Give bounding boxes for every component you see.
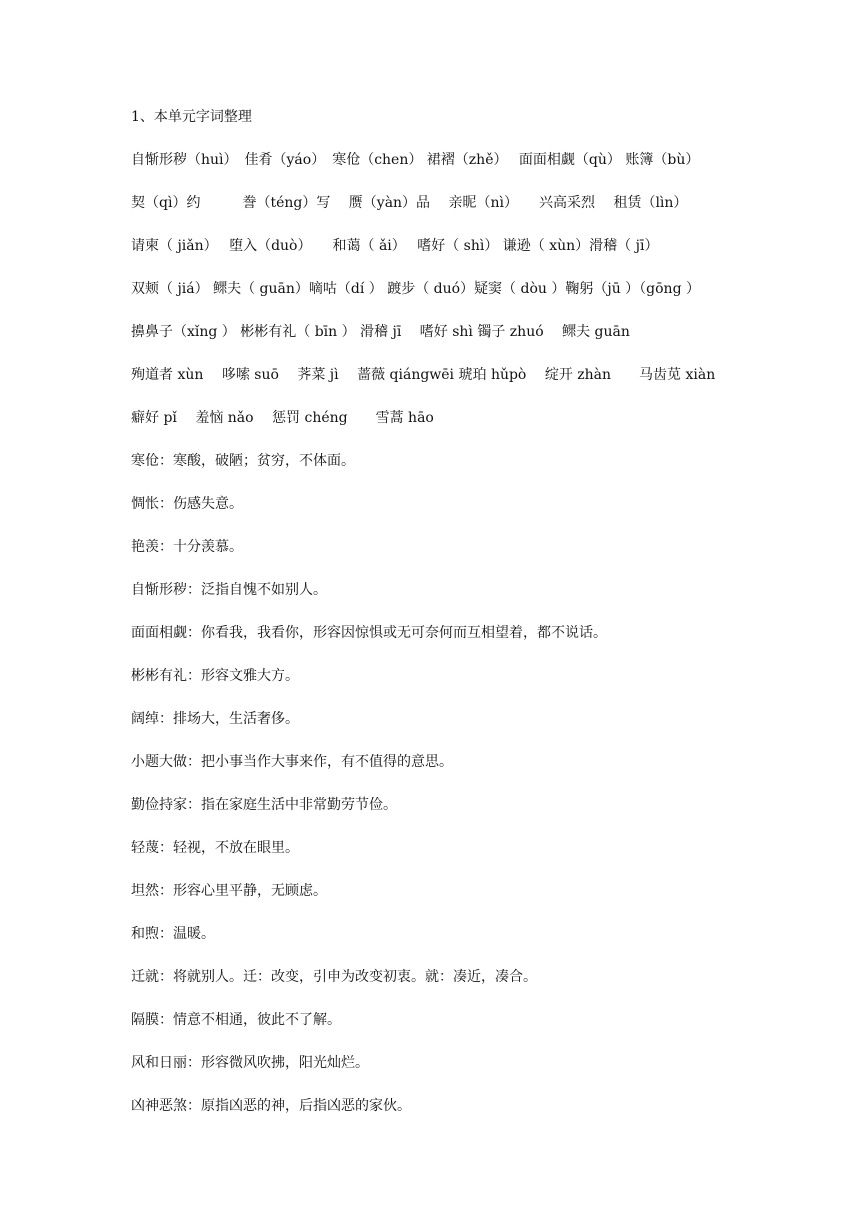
definition-line: 和煦：温暖。 bbox=[131, 926, 215, 942]
definition-line: 艳羡：十分羡慕。 bbox=[131, 539, 243, 555]
definition-line: 面面相觑：你看我，我看你，形容因惊惧或无可奈何而互相望着，都不说话。 bbox=[131, 625, 607, 641]
pinyin-line: 殉道者 xùn 哆嗦 suō 荠菜 jì 蔷薇 qiángwēi 琥珀 hǔpò 绽开 zhàn 马齿苋 xiàn bbox=[131, 367, 716, 383]
definition-line: 轻蔑：轻视，不放在眼里。 bbox=[131, 840, 299, 856]
pinyin-line: 双颊（ jiá） 鳏夫（ guān）嘀咕（dí ） 踱步（ duó）疑窦（ dòu ）鞠躬（jū ）（gōng ） bbox=[131, 281, 700, 297]
section-heading: 1、本单元字词整理 bbox=[131, 109, 252, 125]
pinyin-line: 请柬（ jiǎn） 堕入（duò） 和蔼（ ǎi） 嗜好（ shì） 谦逊（ xùn）滑稽（ jī） bbox=[131, 238, 659, 254]
definition-line: 彬彬有礼：形容文雅大方。 bbox=[131, 668, 299, 684]
definition-line: 勤俭持家：指在家庭生活中非常勤劳节俭。 bbox=[131, 797, 397, 813]
pinyin-line: 癖好 pǐ 羞恼 nǎo 惩罚 chéng 雪蒿 hāo bbox=[131, 410, 434, 426]
definition-line: 迁就：将就别人。迁：改变，引申为改变初衷。就：凑近，凑合。 bbox=[131, 969, 537, 985]
pinyin-line: 擤鼻子（xǐng ） 彬彬有礼（ bīn ） 滑稽 jī 嗜好 shì 镯子 zhuó 鳏夫 guān bbox=[131, 324, 630, 340]
definition-line: 自惭形秽：泛指自愧不如别人。 bbox=[131, 582, 327, 598]
definition-line: 惆怅：伤感失意。 bbox=[131, 496, 243, 512]
definition-line: 凶神恶煞：原指凶恶的神，后指凶恶的家伙。 bbox=[131, 1098, 411, 1114]
definition-line: 小题大做：把小事当作大事来作，有不值得的意思。 bbox=[131, 754, 453, 770]
definition-line: 坦然：形容心里平静，无顾虑。 bbox=[131, 883, 327, 899]
definition-line: 隔膜：情意不相通，彼此不了解。 bbox=[131, 1012, 341, 1028]
definition-line: 寒伧：寒酸，破陋；贫穷，不体面。 bbox=[131, 453, 355, 469]
definition-line: 阔绰：排场大，生活奢侈。 bbox=[131, 711, 299, 727]
definition-line: 风和日丽：形容微风吹拂，阳光灿烂。 bbox=[131, 1055, 369, 1071]
pinyin-line: 契（qì）约 誊（téng）写 赝（yàn）品 亲昵（nì） 兴高采烈 租赁（lìn） bbox=[131, 195, 688, 211]
pinyin-line: 自惭形秽（huì） 佳肴（yáo） 寒伧（chen） 裙褶（zhě） 面面相觑（qù） 账簿（bù） bbox=[131, 152, 700, 168]
